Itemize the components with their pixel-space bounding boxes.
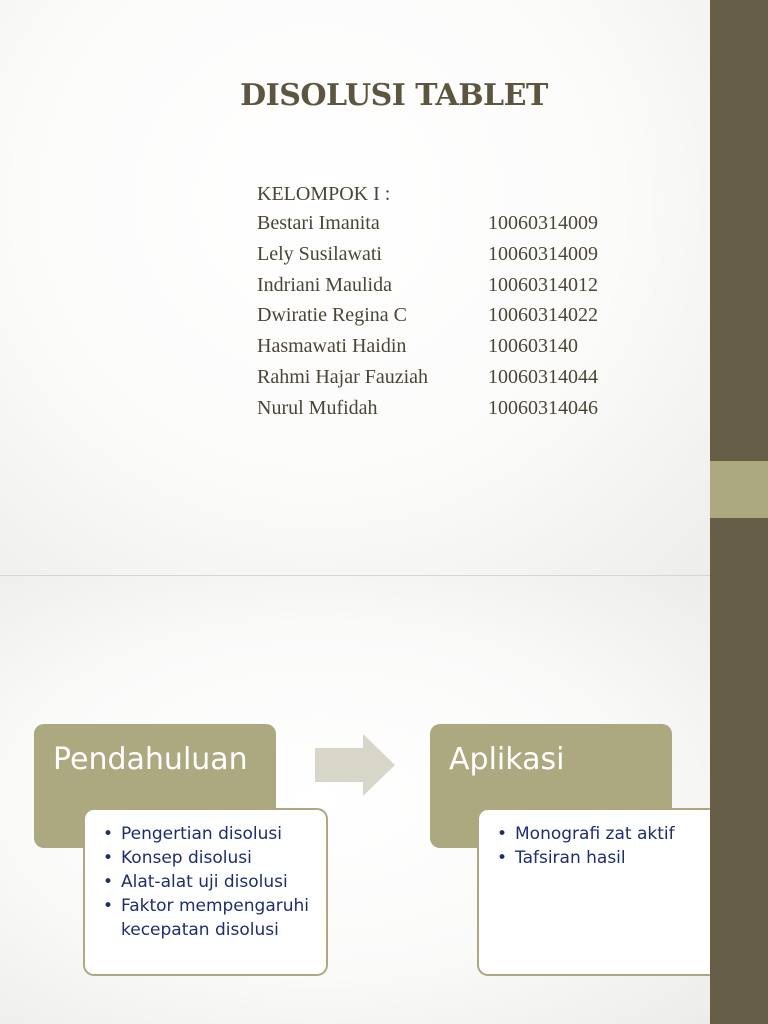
member-row — [257, 243, 598, 274]
bullet-item: • Pengertian disolusi — [99, 822, 316, 846]
member-name: Lely Susilawati — [257, 242, 382, 265]
member-id: 10060314012 — [488, 273, 598, 296]
member-row — [257, 397, 598, 428]
member-id: 10060314022 — [488, 304, 598, 327]
pendahuluan-bullet-list — [99, 822, 316, 942]
member-id: 10060314046 — [488, 396, 598, 419]
member-row — [257, 274, 598, 305]
member-id: 10060314009 — [488, 242, 598, 265]
member-name: Bestari Imanita — [257, 212, 380, 234]
member-name: Nurul Mufidah — [257, 396, 378, 419]
member-row — [257, 212, 598, 243]
member-id: 10060314009 — [488, 212, 598, 234]
member-row — [257, 335, 598, 366]
bullet-item: • Faktor mempengaruhi kecepatan disolusi — [99, 894, 316, 942]
bullet-item: • Tafsiran hasil — [493, 846, 710, 870]
slide-title: DISOLUSI TABLET — [240, 78, 548, 113]
member-name: Hasmawati Haidin — [257, 335, 407, 358]
pendahuluan-heading: Pendahuluan — [53, 742, 248, 777]
bullet-item: • Alat-alat uji disolusi — [99, 870, 316, 894]
bullet-item: • Konsep disolusi — [99, 846, 316, 870]
aplikasi-bullet-list — [493, 822, 710, 870]
member-row — [257, 304, 598, 335]
member-name: Dwiratie Regina C — [257, 304, 407, 327]
member-name: Indriani Maulida — [257, 273, 392, 296]
aplikasi-heading: Aplikasi — [449, 742, 565, 777]
member-name: Rahmi Hajar Fauziah — [257, 365, 429, 388]
group-heading: KELOMPOK I : — [257, 183, 391, 205]
member-row — [257, 366, 598, 397]
bullet-item: • Monografi zat aktif — [493, 822, 710, 846]
arrow-right-icon — [315, 734, 395, 796]
member-list — [257, 212, 598, 428]
side-accent-block — [710, 461, 768, 518]
pendahuluan-list-box — [83, 808, 328, 976]
aplikasi-list-box — [477, 808, 722, 976]
member-id: 10060314044 — [488, 365, 598, 388]
member-id: 100603140 — [488, 335, 578, 358]
